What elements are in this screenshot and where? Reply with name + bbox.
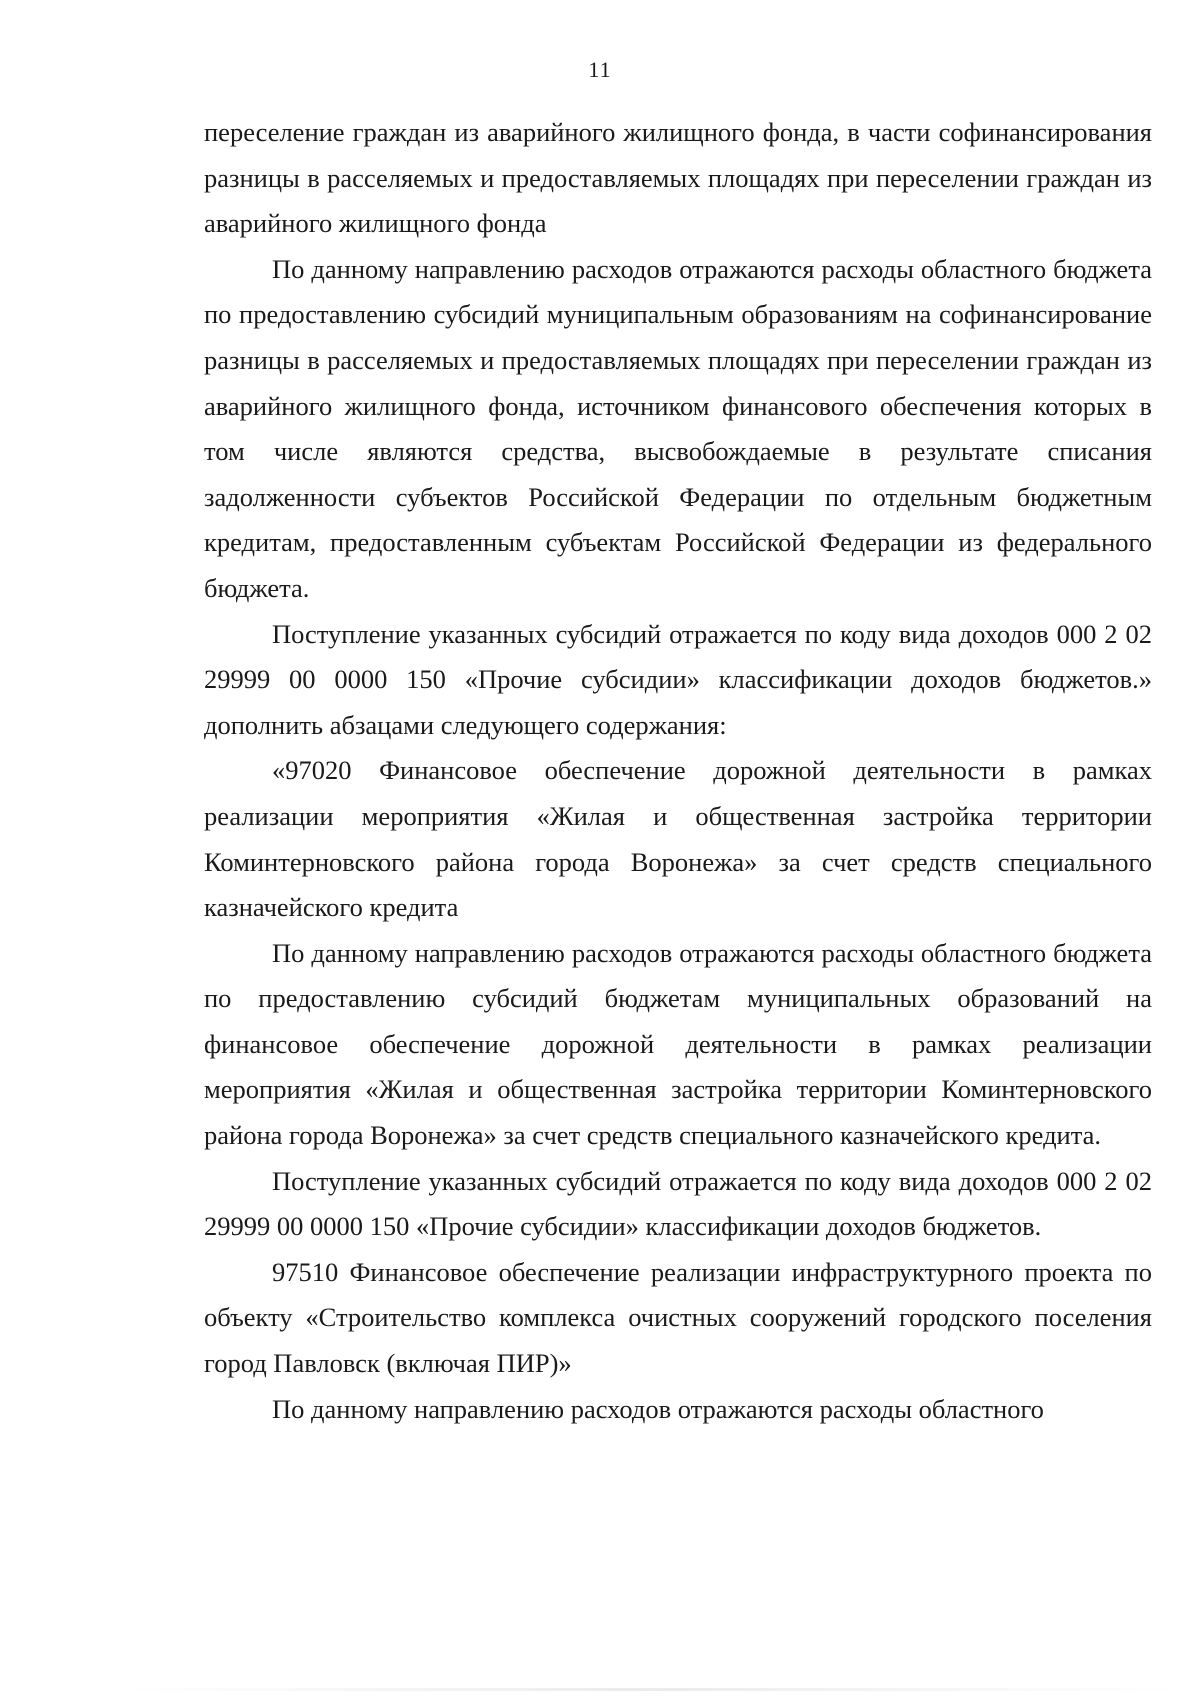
paragraph-7: 97510 Финансовое обеспечение реализации инфраструктурного проекта по объекту «Строительство комплекса очистных сооружений городского поселения город Павловск (включая ПИР)» [204,1256,1152,1379]
page-number: 11 [588,57,612,82]
document-body [204,110,1152,1432]
paragraph-5: По данному направлению расходов отражаются расходы областного бюджета по предоставлению субсидий бюджетам муниципальных образований на финансовое обеспечение дорожной деятельности в рамках реализации мероприятия «Жилая и общественная застройка территории Коминтерновского района города Воронежа» за счет средств специального казначейского кредита. [204,937,1152,1151]
paragraph-8: По данному направлению расходов отражаются расходы областного [272,1393,1044,1424]
paragraph-2: По данному направлению расходов отражаются расходы областного бюджета по предоставлению субсидий муниципальным образованиям на софинансирование разницы в расселяемых и предоставляемых площадях при переселении граждан из аварийного жилищного фонда, источником финансового обеспечения которых в том числе являются средства, высвобождаемые в результате списания задолженности субъектов Российской Федерации по отдельным бюджетным кредитам, предоставленным субъектам Российской Федерации из федерального бюджета. [204,253,1152,603]
paragraph-4: «97020 Финансовое обеспечение дорожной деятельности в рамках реализации мероприятия «Жилая и общественная застройка территории Коминтерновского района города Воронежа» за счет средств специального казначейского кредита [204,755,1152,923]
scan-edge-artifact [120,1688,1180,1691]
paragraph-6: Поступление указанных субсидий отражается по коду вида доходов 000 2 02 29999 00 0000 150 «Прочие субсидии» классификации доходов бюджетов. [204,1165,1152,1242]
paragraph-3: Поступление указанных субсидий отражается по коду вида доходов 000 2 02 29999 00 0000 150 «Прочие субсидии» классификации доходов бюджетов.» дополнить абзацами следующего содержания: [204,618,1152,740]
paragraph-1: переселение граждан из аварийного жилищного фонда, в части софинансирования разницы в расселяемых и предоставляемых площадях при переселении граждан из аварийного жилищного фонда [204,117,1152,239]
